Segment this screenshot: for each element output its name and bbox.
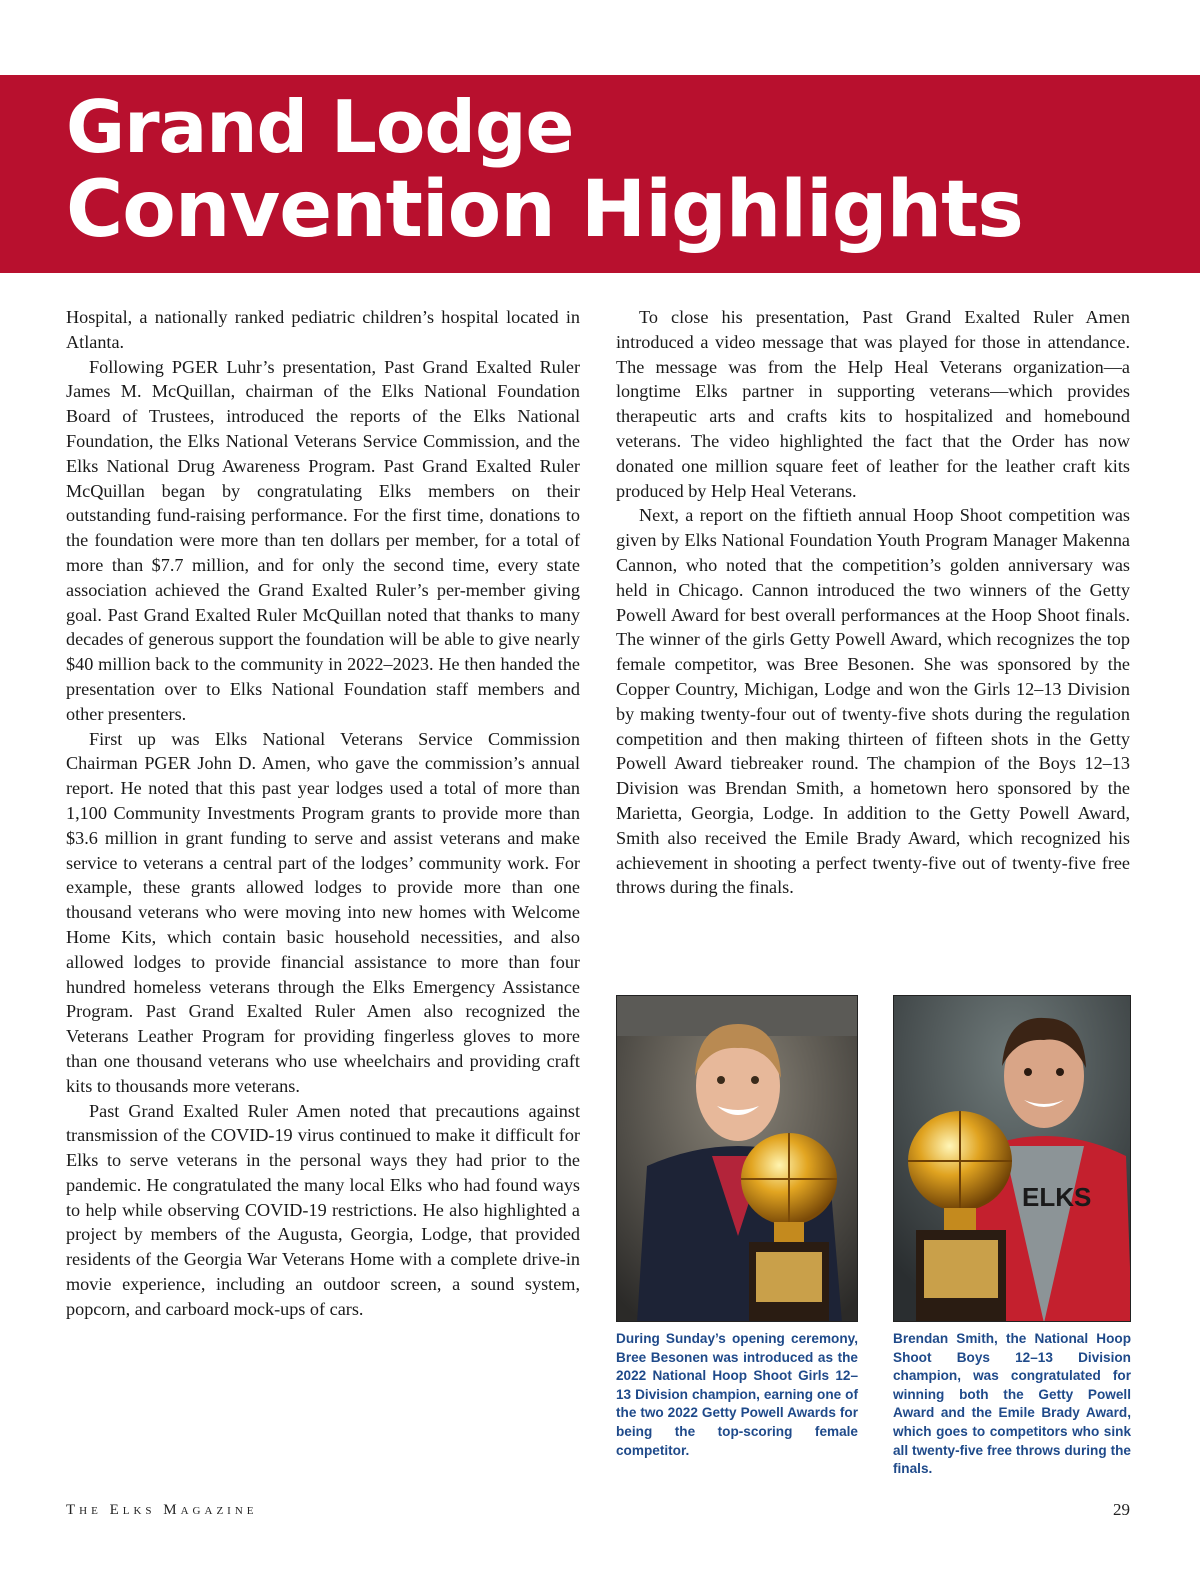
- title-line-2: Convention Highlights: [66, 165, 1023, 255]
- magazine-name: [66, 1502, 257, 1519]
- body-paragraph: To close his presentation, Past Grand Exalted Ruler Amen introduced a video message that was played for those in attendance. The message was from the Help Heal Veterans organization—a longtime Elks partner in supporting veterans—which provides therapeutic arts and crafts kits to hospitalized and homebound veterans. The video highlighted the fact that the Order has now donated one million square feet of leather for the leather craft kits produced by Help Heal Veterans.: [616, 307, 1130, 501]
- body-paragraph: Past Grand Exalted Ruler Amen noted that precautions against transmission of the COVID-19 virus continued to make it difficult for Elks to serve veterans in the personal ways they had prior to the pandemic. He congratulated the many local Elks who had found ways to help while observing COVID-19 restrictions. He also highlighted a project by members of the Augusta, Georgia, Lodge, that provided residents of the Georgia War Veterans Home with a complete drive-in movie experience, including an outdoor screen, a sound system, popcorn, and carboard mock-ups of cars.: [66, 1100, 580, 1319]
- trophy-photo-image: [894, 996, 1131, 1322]
- body-paragraph: Following PGER Luhr’s presentation, Past Grand Exalted Ruler James M. McQuillan, chairman of the Elks National Foundation Board of Trustees, introduced the reports of the Elks National Foundation, the Elks National Veterans Service Commission, and the Elks National Drug Awareness Program. Past Grand Exalted Ruler McQuillan began by congratulating Elks members on their outstanding fund-raising performance. For the first time, donations to the foundation were more than ten dollars per member, for a total of more than $7.7 million, and for only the second time, every state association achieved the Grand Exalted Ruler’s per-member giving goal. Past Grand Exalted Ruler McQuillan noted that thanks to many decades of generous support the foundation will be able to give nearly $40 million back to the community in 2022–2023. He then handed the presentation over to Elks National Foundation staff members and other presenters.: [66, 356, 580, 724]
- trophy-photo-image: [617, 996, 858, 1322]
- shirt-text: ELKS: [1022, 1182, 1092, 1212]
- left-column: [66, 305, 580, 1322]
- page-number: 29: [1113, 1500, 1130, 1519]
- body-paragraph: Next, a report on the fiftieth annual Hoop Shoot competition was given by Elks National Foundation Youth Program Manager Makenna Cannon, who noted that the competition’s golden anniversary was held in Chicago. Cannon introduced the two winners of the Getty Powell Award for best overall performances at the Hoop Shoot finals. The winner of the girls Getty Powell Award, which recognizes the top female competitor, was Bree Besonen. She was sponsored by the Copper Country, Michigan, Lodge and won the Girls 12–13 Division by making twenty-four out of twenty-five shots during the regulation competition and then making thirteen of fifteen shots in the Getty Powell Award tiebreaker round. The champion of the Boys 12–13 Division was Brendan Smith, a hometown hero sponsored by the Marietta, Georgia, Lodge. In addition to the Getty Powell Award, Smith also received the Emile Brady Award, which recognized his achievement in shooting a perfect twenty-five out of twenty-five free throws during the finals.: [616, 505, 1130, 898]
- photo-caption-left: During Sunday’s opening ceremony, Bree Besonen was introduced as the 2022 National Hoop Shoot Girls 12–13 Division champion, earning one of the two 2022 Getty Powell Awards for being the top-scoring female competitor.: [616, 1331, 858, 1458]
- magazine-name-text: The Elks Magazine: [66, 1502, 258, 1518]
- title-banner: [0, 75, 1200, 273]
- page-title: [66, 87, 1023, 253]
- body-paragraph: First up was Elks National Veterans Service Commission Chairman PGER John D. Amen, who gave the commission’s annual report. He noted that this past year lodges used a total of more than 1,100 Community Investments Program grants to provide more than $3.6 million in grant funding to serve and assist veterans and make service to veterans a central part of the lodges’ community work. For example, these grants allowed lodges to provide more than one thousand veterans who were moving into new homes with Welcome Home Kits, which contain basic household necessities, and also allowed lodges to provide financial assistance to more than four hundred homeless veterans through the Elks Emergency Assistance Program. Past Grand Exalted Ruler Amen also recognized the Veterans Leather Program for providing fingerless gloves to more than one thousand veterans who use wheelchairs and providing craft kits to thousands more veterans.: [66, 728, 580, 1096]
- title-line-1: Grand Lodge: [66, 85, 574, 169]
- photo-bree-besonen: [616, 995, 858, 1322]
- photo-caption-right: Brendan Smith, the National Hoop Shoot Boys 12–13 Division champion, was congratulated for winning both the Getty Powell Award and the Emile Brady Award, which goes to competitors who sink all twenty-five free throws during the finals.: [893, 1331, 1131, 1477]
- right-column: [616, 305, 1130, 900]
- photo-brendan-smith: [893, 995, 1131, 1322]
- body-paragraph: Hospital, a nationally ranked pediatric children’s hospital located in Atlanta.: [66, 307, 580, 352]
